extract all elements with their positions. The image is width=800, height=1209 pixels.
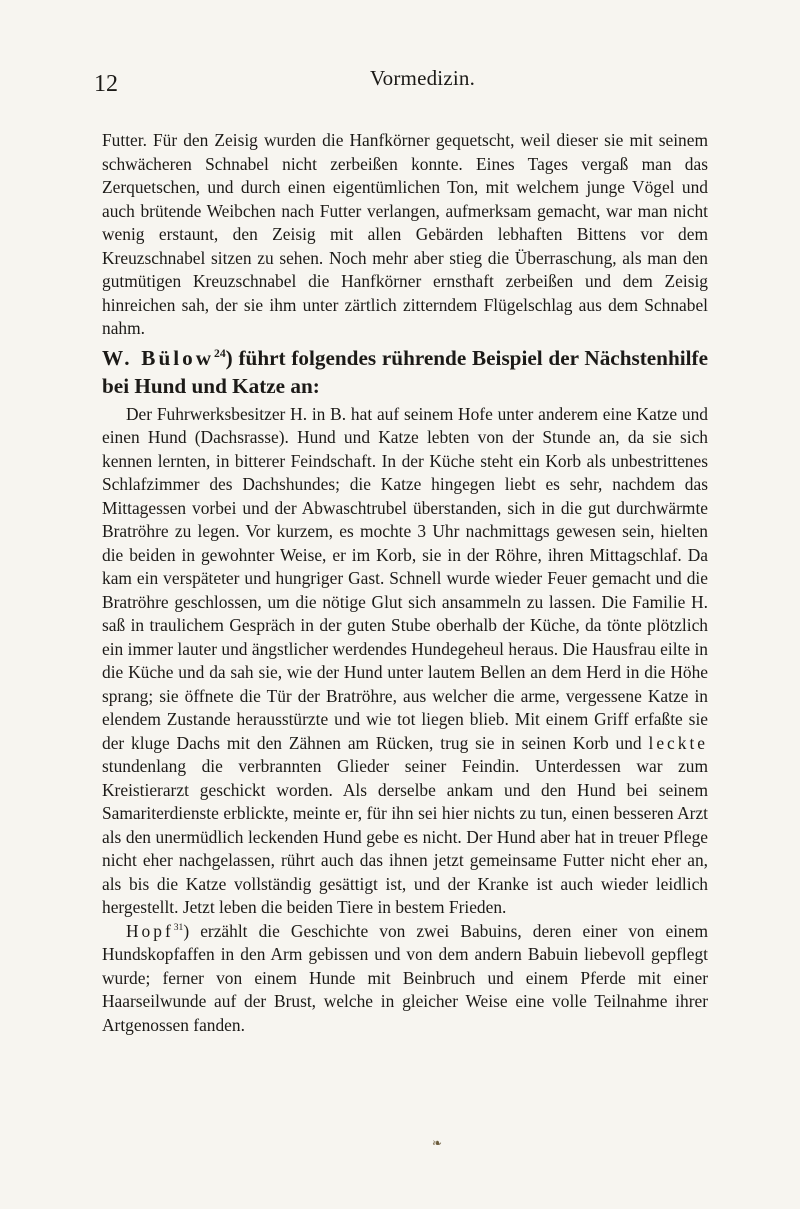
reference-31: 31 <box>173 921 184 933</box>
paragraph-3-text: Der Fuhrwerksbesitzer H. in B. hat auf seinem Hofe unter anderem eine Katze und einen Hund (Dachsrasse). Hund und Katze lebten von der Stunde an, da sie sich kennen lernten, in bitterer Feindschaft. In der Küche steht ein Korb als unbestrittenes Schlafzimmer des Dachshundes; die Katze hingegen liebt es sehr, nachdem das Mittagessen vorbei und der Abwaschtrubel überstanden, sich in die gut durchwärmte Bratröhre zu legen. Vor kurzem, es mochte 3 Uhr nachmittags gewesen sein, hielten die beiden in gewohnter Weise, er im Korb, sie in der Röhre, ihren Mittagschlaf. Da kam ein verspäteter und hungriger Gast. Schnell wurde wieder Feuer gemacht und die Bratröhre geschlossen, um die nötige Glut sich ansammeln zu lassen. Die Familie H. saß in traulichem Gespräch in der guten Stube oberhalb der Küche, da tönte plötzlich ein immer lauter und ängstlicher werdendes Hundegeheul heraus. Die Hausfrau eilte in die Küche und da sah sie, wie der Hund unter lautem Bellen an dem Herd in die Höhe sprang; sie öffnete die Tür der Bratröhre, aus welcher die arme, vergessene Katze in elendem Zustande herausstürzte und wie tot liegen blieb. Mit einem Griff erfaßte sie der kluge Dachs mit den Zähnen am Rücken, trug sie in seinen Korb und <box>102 403 708 753</box>
paragraph-2-heading <box>102 344 708 400</box>
emphasis-leckte: leckte <box>648 732 708 753</box>
page-number: 12 <box>94 71 118 97</box>
paragraph-3 <box>102 403 708 920</box>
running-head: Vormedizin. <box>370 66 476 90</box>
paragraph-1: Futter. Für den Zeisig wurden die Hanfkörner gequetscht, weil dieser sie mit seinem schwächeren Schnabel nicht zerbeißen konnte. Eines Tages vergaß man das Zerquetschen, und durch einen eigentümlichen Ton, mit welchem junge Vögel und auch brütende Weibchen nach Futter verlangen, aufmerksam gemacht, war man nicht wenig erstaunt, den Zeisig mit allen Gebärden lebhaften Bittens vor dem Kreuzschnabel sitzen zu sehen. Noch mehr aber stieg die Überraschung, als man den gutmütigen Kreuzschnabel die Hanfkörner ernsthaft zerbeißen und dem Zeisig hinreichen sah, der sie ihm unter zärtlich zitterndem Flügelschlag aus dem Schnabel nahm. <box>102 130 708 338</box>
paragraph-2-text: ) führt folgendes rührende Beispiel der Nächstenhilfe bei Hund und Katze an: <box>102 345 708 398</box>
paragraph-3-rest: stundenlang die verbrannten Glieder seiner Feindin. Unterdessen war zum Kreistierarzt geschickt worden. Als derselbe ankam und den Hund bei seinem Samariterdienste erblickte, meinte er, für ihn sei hier nichts zu tun, einen besseren Arzt als den unermüdlich leckenden Hund gebe es nicht. Der Hund aber hat in treuer Pflege nicht eher nachgelassen, rührt auch das ihnen jetzt gemeinsame Futter nicht eher an, als bis die Katze vollständig gesättigt ist, und der Kranke ist auch wieder leidlich hergestellt. Jetzt leben die beiden Tiere in bestem Frieden. <box>102 756 708 917</box>
paragraph-4 <box>102 920 708 1038</box>
body-text <box>102 129 708 1037</box>
print-mark-icon: ❧ <box>432 1136 443 1150</box>
paragraph-4-text: ) erzählt die Geschichte von zwei Babuins, deren einer von einem Hundskopfaffen in den Arm gebissen und von dem andern Babuin liebevoll gepflegt wurde; ferner von einem Hunde mit Beinbruch und einem Pferde mit einer Haarseilwunde auf der Brust, welche in gleicher Weise eine volle Teilnahme ihrer Artgenossen fanden. <box>102 920 708 1035</box>
author-buelow: W. Bülow <box>102 345 215 370</box>
author-hopf: Hopf <box>126 920 174 941</box>
reference-24: 24 <box>214 346 226 360</box>
